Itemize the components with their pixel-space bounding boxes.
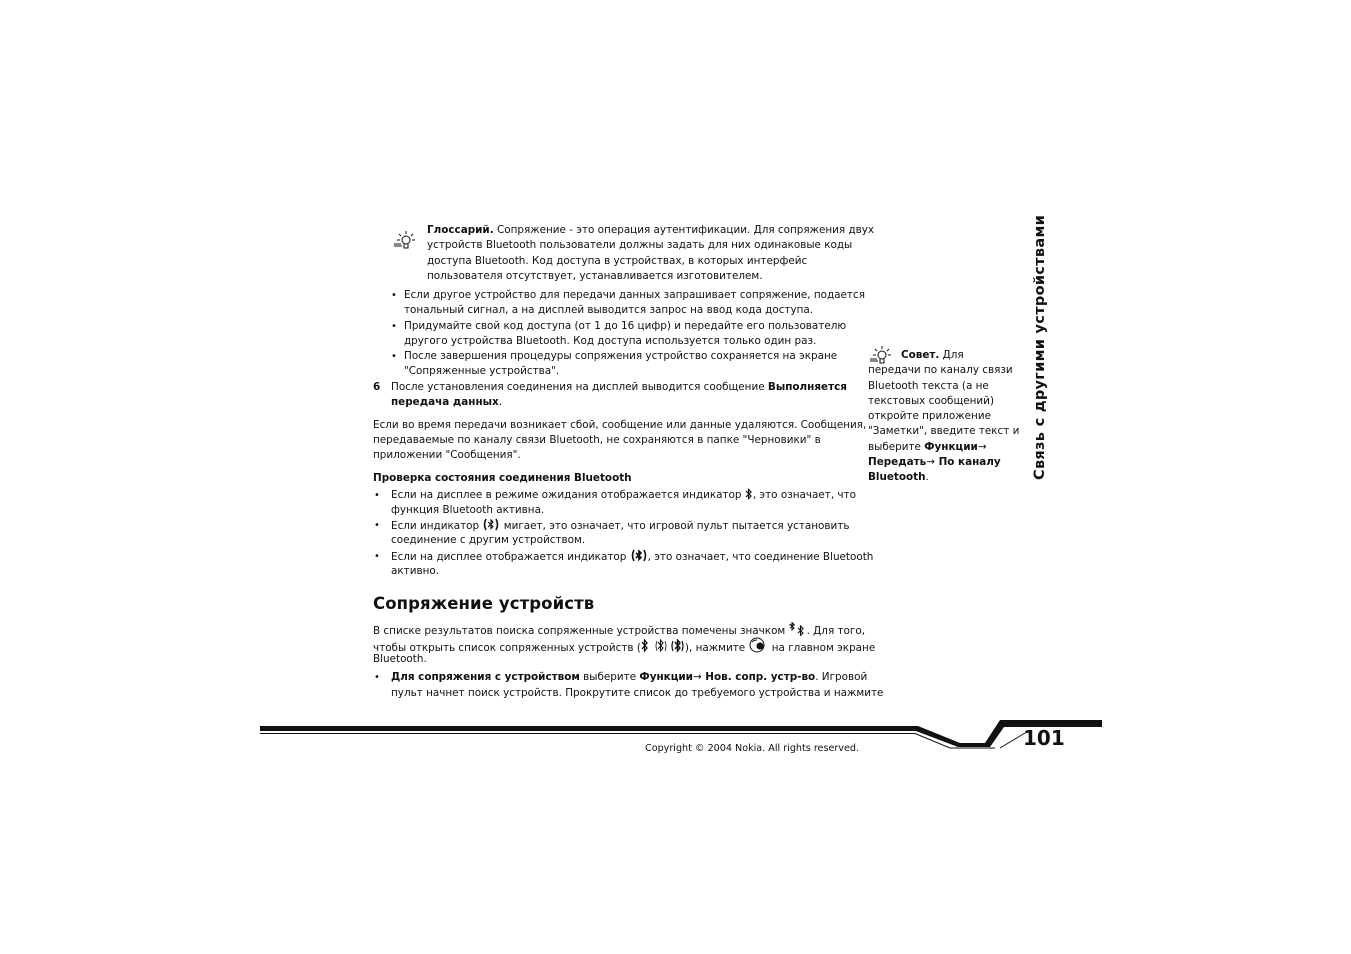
tip-line: Bluetooth текста (а не — [868, 380, 989, 392]
list-item: Если другое устройство для передачи данных запрашивает сопряжение, подается — [404, 289, 865, 301]
joystick-icon — [748, 637, 768, 653]
glossary-line-2: устройств Bluetooth пользователи должны задать для них одинаковые коды — [427, 239, 853, 251]
bluetooth-connecting-icon — [482, 518, 500, 531]
tip-line: "Заметки", введите текст и — [868, 425, 1020, 437]
step-text: передача данных. — [391, 396, 503, 408]
list-item: Для сопряжения с устройством выберите Функции→ Нов. сопр. устр-во. Игровой — [391, 671, 868, 683]
tip-line: Передать→ По каналу — [868, 456, 1001, 468]
step-text: После установления соединения на дисплей выводится сообщение Выполняется — [391, 381, 847, 393]
chapter-side-title: Связь с другими устройствами — [1032, 214, 1048, 480]
page-number: 101 — [1023, 726, 1065, 750]
list-item: Придумайте свой код доступа (от 1 до 16 цифр) и передайте его пользователю — [404, 320, 847, 332]
glossary-line-1: Глоссарий. Сопряжение - это операция аутентификации. Для сопряжения двух — [427, 224, 875, 236]
bullet-dot: • — [374, 490, 380, 501]
bullet-dot: • — [374, 520, 380, 531]
list-item: Если на дисплее отображается индикатор , это означает, что соединение Bluetooth — [391, 551, 874, 563]
section-title: Сопряжение устройств — [373, 594, 595, 613]
list-item: функция Bluetooth активна. — [391, 504, 545, 516]
tip-line: передачи по каналу связи — [868, 364, 1013, 376]
list-item: "Сопряженные устройства". — [404, 365, 560, 377]
bluetooth-icon — [745, 488, 753, 500]
bullet-dot: • — [391, 351, 397, 362]
list-item: другого устройства Bluetooth. Код доступа используется только один раз. — [404, 335, 817, 347]
bullet-dot: • — [391, 290, 397, 301]
list-item: тональный сигнал, а на дисплей выводится запрос на ввод кода доступа. — [404, 304, 814, 316]
paragraph-line: Bluetooth. — [373, 653, 427, 665]
tip-line: откройте приложение — [868, 410, 991, 422]
list-item: Если на дисплее в режиме ожидания отображается индикатор , это означает, что — [391, 489, 856, 501]
list-item: Если индикатор мигает, это означает, что игровой пульт пытается установить — [391, 520, 850, 532]
bullet-dot: • — [374, 551, 380, 562]
tip-line: выберите Функции→ — [868, 441, 987, 453]
tip-line: текстовых сообщений) — [868, 395, 994, 407]
bluetooth-active-icon — [630, 549, 648, 562]
bullet-dot: • — [391, 321, 397, 332]
paragraph-line: передаваемые по каналу связи Bluetooth, не сохраняются в папке "Черновики" в — [373, 434, 821, 446]
paragraph-line: В списке результатов поиска сопряженные устройства помечены значком . Для того, — [373, 622, 865, 639]
glossary-line-3: доступа Bluetooth. Код доступа в устройствах, в которых интерфейс — [427, 255, 808, 267]
glossary-line-4: пользователя отсутствует, устанавливается изготовителем. — [427, 270, 763, 282]
tip-line: Совет. Для — [901, 349, 964, 361]
list-item: После завершения процедуры сопряжения устройство сохраняется на экране — [404, 350, 838, 362]
bluetooth-icon — [641, 639, 685, 653]
bullet-dot: • — [374, 672, 380, 683]
paragraph-line: приложении "Сообщения". — [373, 449, 521, 461]
lightbulb-icon — [392, 229, 420, 251]
paragraph-line: Если во время передачи возникает сбой, сообщение или данные удаляются. Сообщения, — [373, 419, 867, 431]
step-number: 6 — [373, 381, 381, 393]
copyright: Copyright © 2004 Nokia. All rights reserved. — [645, 743, 860, 754]
list-item: пульт начнет поиск устройств. Прокрутите список до требуемого устройства и нажмите — [391, 687, 884, 699]
subheading: Проверка состояния соединения Bluetooth — [373, 472, 632, 484]
paragraph-line: чтобы открыть список сопряженных устройств ( ), нажмите на главном экране — [373, 637, 875, 656]
tip-line: Bluetooth. — [868, 471, 929, 483]
paired-device-icon — [789, 622, 807, 636]
list-item: соединение с другим устройством. — [391, 534, 586, 546]
list-item: активно. — [391, 565, 440, 577]
